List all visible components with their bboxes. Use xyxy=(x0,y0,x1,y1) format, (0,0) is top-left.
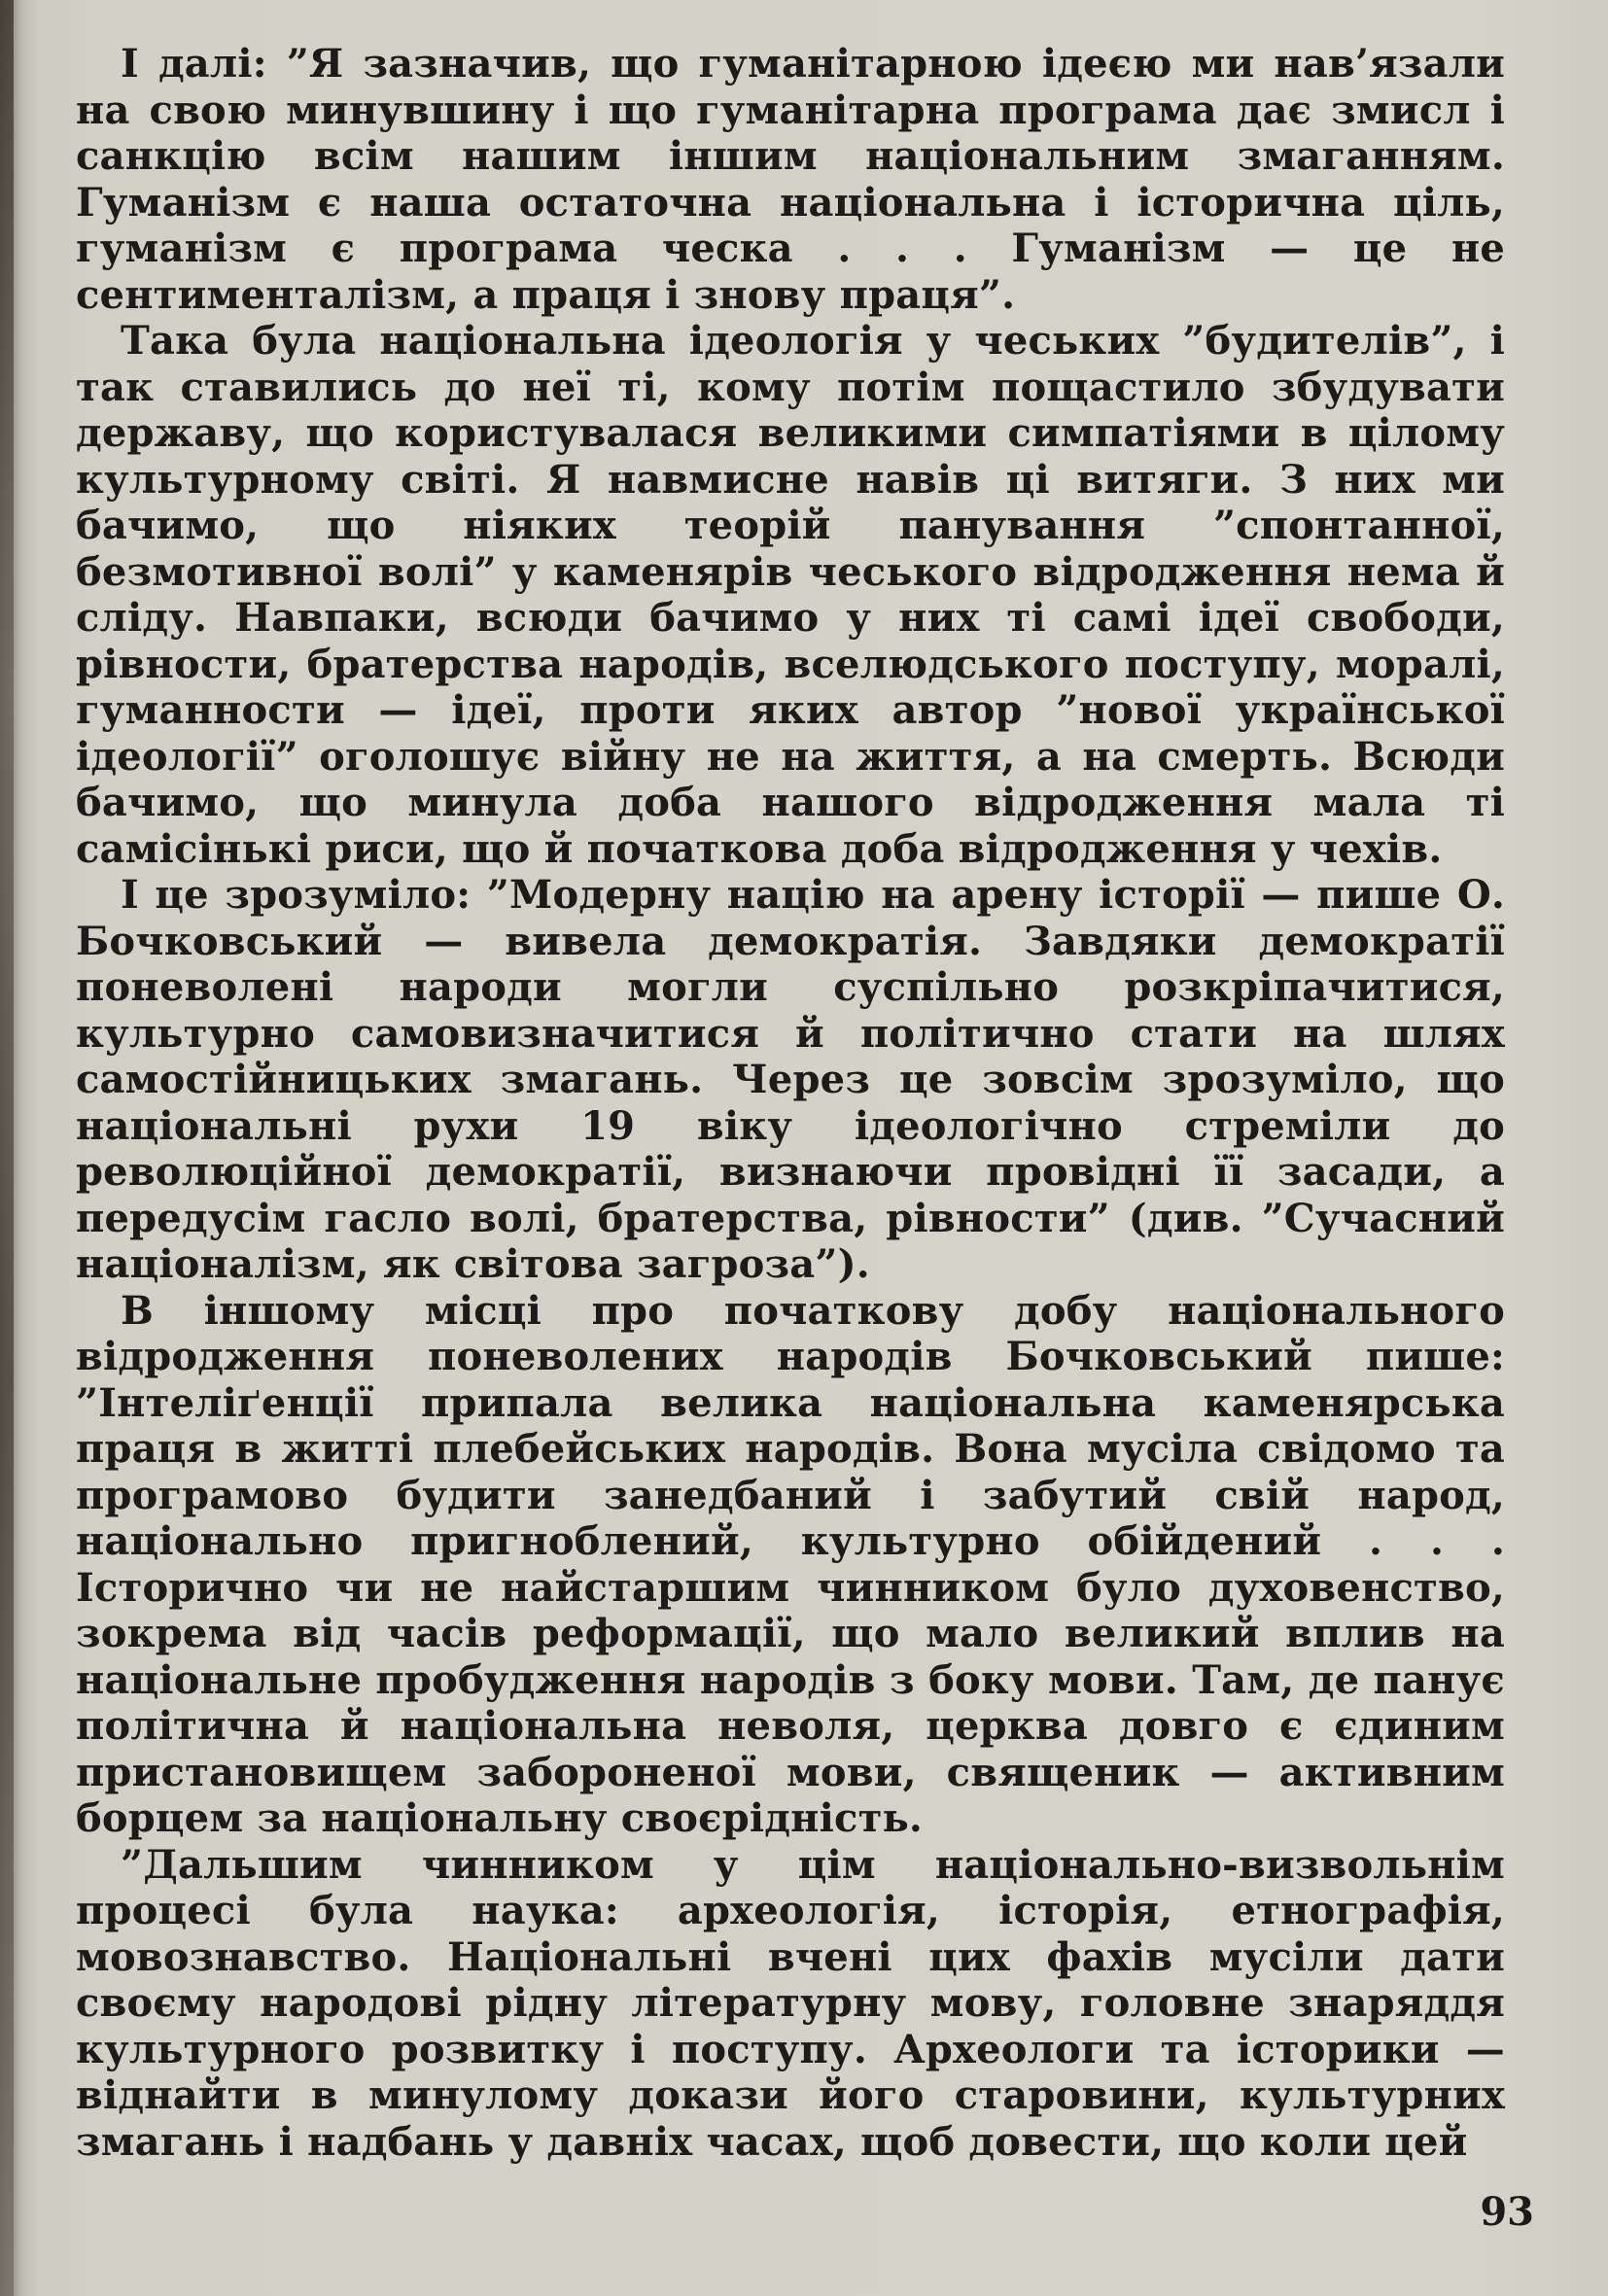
paragraph-3: І це зрозуміло: ”Модерну націю на арену історії — пише О. Бочковський — вивела демократія. Завдяки демократії поневолені народи могли суспільно розкріпачитися, культурно самовизначитися й політично стати на шлях самостійницьких змагань. Через це зовсім зрозуміло, що національні рухи 19 віку ідеологічно стреміли до революційної демократії, визнаючи провідні її засади, а передусім гасло волі, братерства, рівности” (див. ”Сучасний націоналізм, як світова загроза”). xyxy=(76,872,1505,1287)
book-spine-edge xyxy=(0,0,14,2296)
paragraph-2: Така була національна ідеологія у чеських ”будителів”, і так ставились до неї ті, кому потім пощастило збудувати державу, що користувалася великими симпатіями в цілому культурному світі. Я навмисне навів ці витяги. З них ми бачимо, що ніяких теорій панування ”спонтанної, безмотивної волі” у каменярів чеського відродження нема й сліду. Навпаки, всюди бачимо у них ті самі ідеї свободи, рівности, братерства народів, вселюдського поступу, моралі, гуманности — ідеї, проти яких автор ”нової української ідеології” оголошує війну не на життя, а на смерть. Всюди бачимо, що минула доба нашого відродження мала ті самісінькі риси, що й початкова доба відродження у чехів. xyxy=(76,318,1505,872)
page-number: 93 xyxy=(1480,2189,1534,2235)
paragraph-4: В іншому місці про початкову добу національного відродження поневолених народів Бочковський пише: ”Інтеліґенції припала велика національна каменярська праця в житті плебейських народів. Вона мусіла свідомо та програмово будити занедбаний і забутий свій народ, національно пригноблений, культурно обійдений . . . Історично чи не найстаршим чинником було духовенство, зокрема від часів реформації, що мало великий вплив на національне пробудження народів з боку мови. Там, де панує політична й національна неволя, церква довго є єдиним пристановищем забороненої мови, священик — активним борцем за національну своєрідність. xyxy=(76,1287,1505,1841)
paragraph-5: ”Дальшим чинником у цім національно-визвольнім процесі була наука: археологія, історія, етнографія, мовознавство. Національні вчені цих фахів мусіли дати своєму народові рідну літературну мову, головне знаряддя культурного розвитку і поступу. Археологи та історики — віднайти в минулому докази його старовини, культурних змагань і надбань у давніх часах, щоб довести, що коли цей xyxy=(76,1841,1505,2165)
page-body-text xyxy=(76,41,1505,2165)
paragraph-1: І далі: ”Я зазначив, що гуманітарною ідеєю ми нав’язали на свою минувшину і що гуманітарна програма дає змисл і санкцію всім нашим іншим національним змаганням. Гуманізм є наша остаточна національна і історична ціль, гуманізм є програма ческа . . . Гуманізм — це не сентименталізм, а праця і знову праця”. xyxy=(76,41,1505,318)
